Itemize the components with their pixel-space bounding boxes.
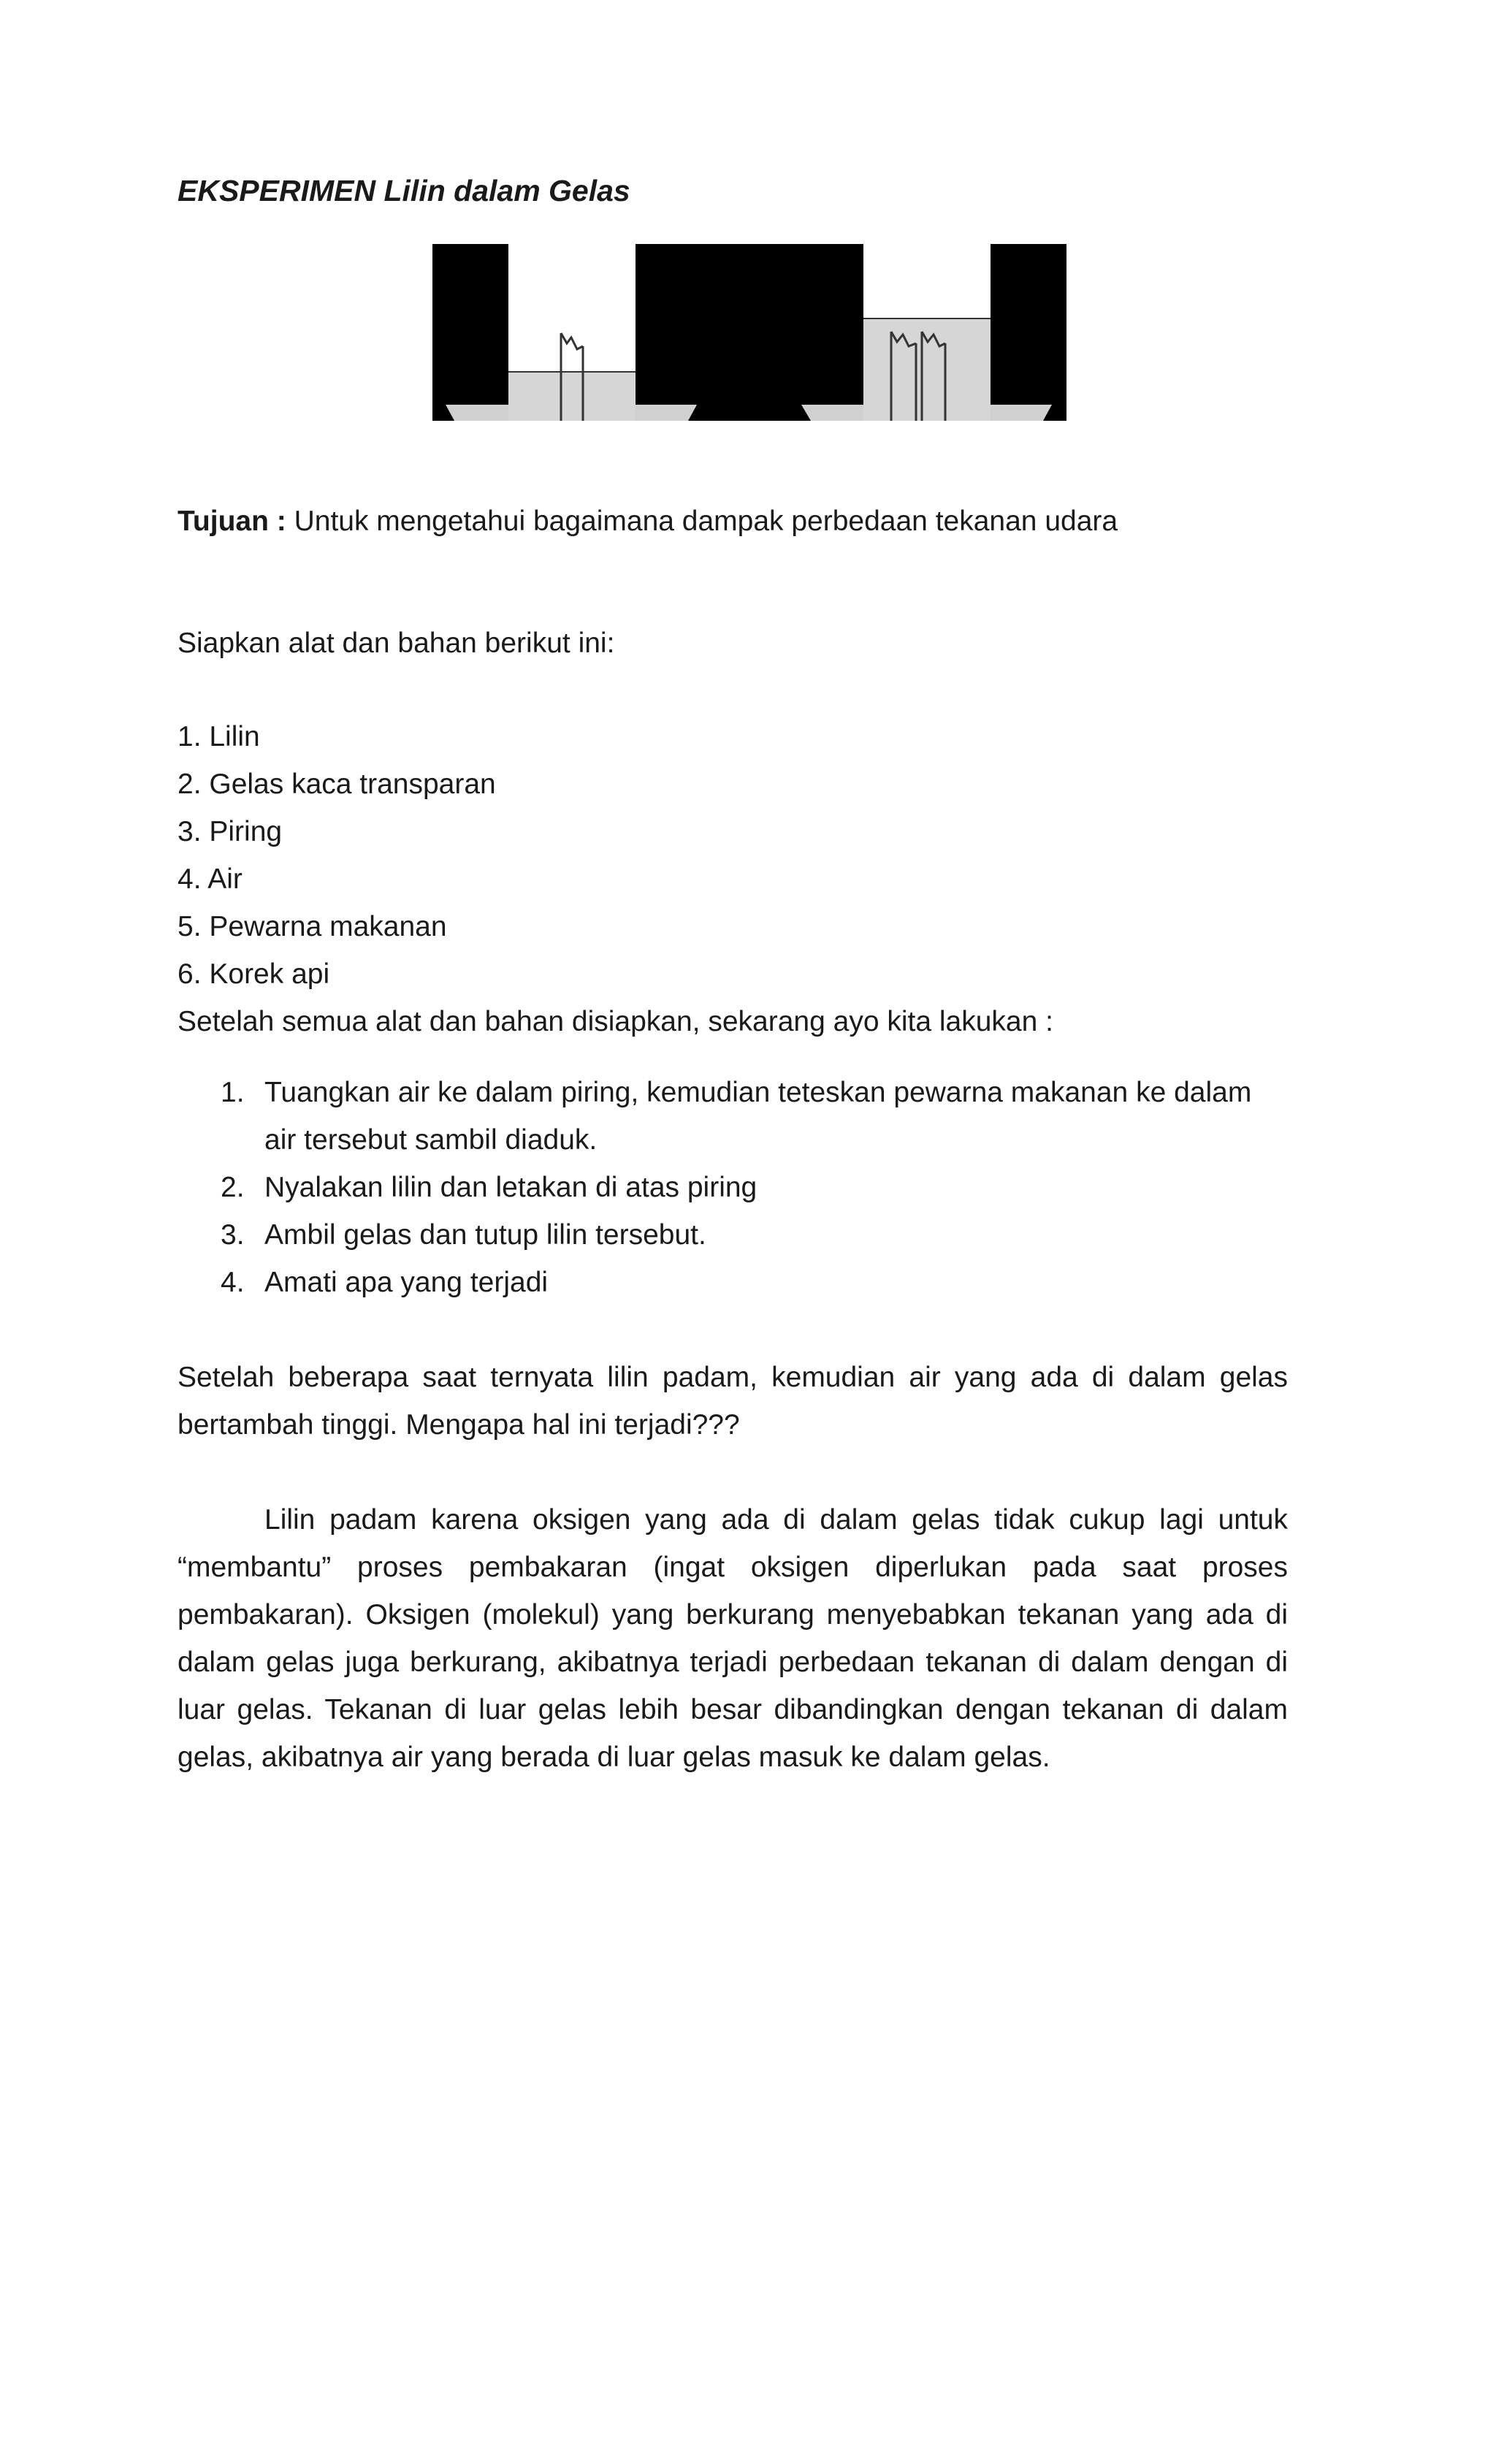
paragraph-line: gelas, akibatnya air yang berada di luar gelas masuk ke dalam gelas. — [178, 1742, 1050, 1773]
paragraph-line: Setelah beberapa saat ternyata lilin padam, kemudian air yang ada di dalam gelas — [178, 1362, 1288, 1393]
step-number: 4. — [221, 1267, 245, 1298]
paragraph-line: “membantu” proses pembakaran (ingat oksigen diperlukan pada saat proses — [178, 1552, 1288, 1583]
purpose-label: Tujuan : — [178, 506, 286, 537]
prepare-intro: Siapkan alat dan bahan berikut ini: — [178, 628, 615, 659]
steps-intro: Setelah semua alat dan bahan disiapkan, sekarang ayo kita lakukan : — [178, 1006, 1053, 1037]
list-item: 4. Air — [178, 863, 243, 895]
list-item: 5. Pewarna makanan — [178, 911, 447, 942]
paragraph-line: luar gelas. Tekanan di luar gelas lebih besar dibandingkan dengan tekanan di dalam — [178, 1694, 1288, 1725]
candle-in-glass-illustration — [432, 244, 1066, 421]
list-item: 1. Lilin — [178, 721, 260, 752]
paragraph-line: pembakaran). Oksigen (molekul) yang berkurang menyebabkan tekanan yang ada di — [178, 1599, 1288, 1630]
purpose-text: Untuk mengetahui bagaimana dampak perbedaan tekanan udara — [294, 506, 1118, 537]
step-text: Ambil gelas dan tutup lilin tersebut. — [264, 1219, 706, 1251]
step-text: air tersebut sambil diaduk. — [264, 1124, 598, 1156]
list-item: 2. Gelas kaca transparan — [178, 768, 496, 800]
step-number: 2. — [221, 1172, 245, 1203]
step-number: 3. — [221, 1219, 245, 1251]
paragraph-line: dalam gelas juga berkurang, akibatnya terjadi perbedaan tekanan di dalam dengan di — [178, 1647, 1288, 1678]
step-number: 1. — [221, 1077, 245, 1108]
page-title: EKSPERIMEN Lilin dalam Gelas — [178, 174, 630, 207]
purpose-line — [178, 504, 1118, 539]
step-text: Tuangkan air ke dalam piring, kemudian teteskan pewarna makanan ke dalam — [264, 1077, 1252, 1108]
step-text: Amati apa yang terjadi — [264, 1267, 549, 1298]
paragraph-line: bertambah tinggi. Mengapa hal ini terjadi??? — [178, 1409, 740, 1441]
paragraph-line: Lilin padam karena oksigen yang ada di dalam gelas tidak cukup lagi untuk — [264, 1504, 1288, 1536]
step-text: Nyalakan lilin dan letakan di atas piring — [264, 1172, 757, 1203]
list-item: 6. Korek api — [178, 958, 330, 990]
list-item: 3. Piring — [178, 816, 283, 847]
